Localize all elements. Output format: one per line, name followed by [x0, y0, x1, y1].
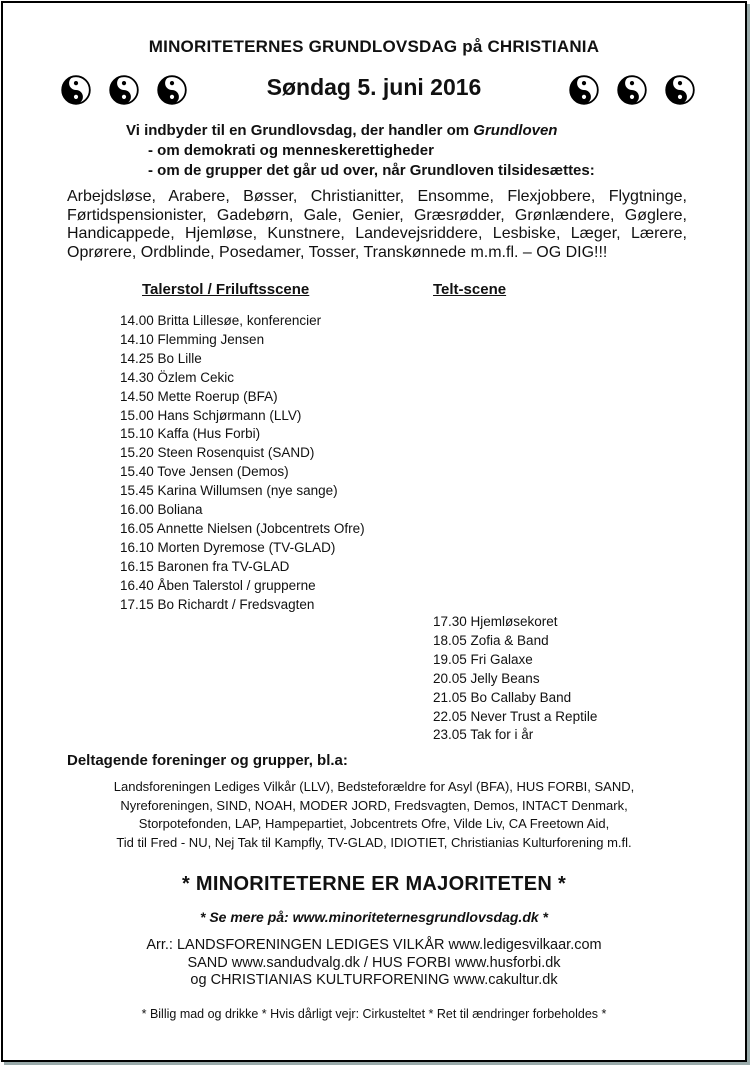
- intro-line: - om de grupper det går ud over, når Grundloven tilsidesættes:: [148, 162, 595, 179]
- column-title-telt: Telt-scene: [433, 281, 507, 298]
- organizer-line: Arr.: LANDSFORENINGEN LEDIGES VILKÅR www.ledigesvilkaar.com: [146, 937, 602, 953]
- org-line: Nyreforeningen, SIND, NOAH, MODER JORD, Fredsvagten, Demos, INTACT Denmark,: [120, 797, 628, 813]
- schedule-item: 15.40 Tove Jensen (Demos): [120, 464, 289, 480]
- schedule-item: 15.10 Kaffa (Hus Forbi): [120, 426, 261, 442]
- schedule-item: 23.05 Tak for i år: [433, 727, 534, 743]
- schedule-item: 17.15 Bo Richardt / Fredsvagten: [120, 596, 315, 612]
- schedule-item: 14.10 Flemming Jensen: [120, 331, 265, 347]
- intro-text: Vi indbyder til en Grundlovsdag, der handler om: [126, 122, 474, 139]
- organizer-line: og CHRISTIANIAS KULTURFORENING www.cakultur.dk: [190, 972, 558, 988]
- groups-list: Arbejdsløse, Arabere, Bøsser, Christianitter, Ensomme, Flexjobbere, Flygtninge, Førtidspensionister, Gadebørn, Gale, Genier, Græsrødder, Grønlændere, Gøglere, Handicappede, Hjemløse, Kunstnere, Landevejsriddere, Lesbiske, Læger, Lærere, Oprørere, Ordblinde, Posedamer, Tosser, Transkønnede m.m.fl.: [67, 188, 687, 261]
- schedule-item: 16.10 Morten Dyremose (TV-GLAD): [120, 539, 336, 555]
- intro-emphasis: Grundloven: [473, 122, 558, 139]
- page-title: MINORITETERNES GRUNDLOVSDAG på CHRISTIANIA: [148, 37, 600, 56]
- schedule-item: 16.40 Åben Talerstol / grupperne: [120, 577, 316, 593]
- orgs-list: [3, 778, 745, 852]
- schedule-telt: [433, 613, 597, 745]
- organizer-line: SAND www.sandudvalg.dk / HUS FORBI www.husforbi.dk: [187, 954, 561, 971]
- schedule-item: 17.30 Hjemløsekoret: [433, 614, 558, 629]
- column-title-talerstol: Talerstol / Friluftsscene: [142, 281, 310, 298]
- slogan: * MINORITETERNE ER MAJORITETEN *: [181, 873, 567, 895]
- org-line: Landsforeningen Lediges Vilkår (LLV), Bedsteforældre for Asyl (BFA), HUS FORBI, SAND,: [113, 779, 635, 794]
- intro-line: - om demokrati og menneskerettigheder: [148, 142, 434, 159]
- groups-paragraph: [67, 188, 687, 262]
- schedule-item: 22.05 Never Trust a Reptile: [433, 708, 598, 724]
- groups-tail: – OG DIG!!!: [518, 243, 608, 261]
- yin-yang-icon: [569, 75, 599, 105]
- schedule-item: 21.05 Bo Callaby Band: [433, 689, 572, 705]
- flyer-page: [1, 1, 747, 1062]
- schedule-item: 14.30 Özlem Cekic: [120, 369, 235, 385]
- yin-yang-icon: [665, 75, 695, 105]
- schedule-item: 15.45 Karina Willumsen (nye sange): [120, 483, 338, 499]
- event-date: Søndag 5. juni 2016: [266, 74, 482, 100]
- date-row: [3, 73, 745, 107]
- schedule-item: 18.05 Zofia & Band: [433, 632, 549, 648]
- organizers: [3, 937, 745, 990]
- intro-line: [126, 121, 595, 141]
- schedule-item: 20.05 Jelly Beans: [433, 670, 540, 686]
- schedule-item: 16.15 Baronen fra TV-GLAD: [120, 558, 290, 574]
- intro-block: [126, 121, 595, 181]
- footer-note: * Billig mad og drikke * Hvis dårligt vejr: Cirkusteltet * Ret til ændringer forbeholdes *: [141, 1007, 607, 1021]
- schedule-item: 16.00 Boliana: [120, 502, 203, 518]
- schedule-item: 16.05 Annette Nielsen (Jobcentrets Ofre): [120, 520, 365, 536]
- schedule-item: 14.00 Britta Lillesøe, konferencier: [120, 313, 322, 328]
- org-line: Tid til Fred - NU, Nej Tak til Kampfly, TV-GLAD, IDIOTIET, Christianias Kulturforening m.fl.: [116, 834, 632, 850]
- schedule-talerstol: [120, 312, 365, 615]
- org-line: Storpotefonden, LAP, Hampepartiet, Jobcentrets Ofre, Vilde Liv, CA Freetown Aid,: [138, 816, 610, 831]
- schedule-item: 14.25 Bo Lille: [120, 350, 202, 366]
- schedule-item: 15.20 Steen Rosenquist (SAND): [120, 445, 315, 461]
- schedule-item: 19.05 Fri Galaxe: [433, 651, 533, 667]
- schedule-item: 15.00 Hans Schjørmann (LLV): [120, 407, 302, 423]
- yin-yang-icon: [617, 75, 647, 105]
- schedule-item: 14.50 Mette Roerup (BFA): [120, 388, 278, 404]
- orgs-title: Deltagende foreninger og grupper, bl.a:: [67, 752, 348, 769]
- more-info: * Se mere på: www.minoriteternesgrundlovsdag.dk *: [199, 909, 548, 925]
